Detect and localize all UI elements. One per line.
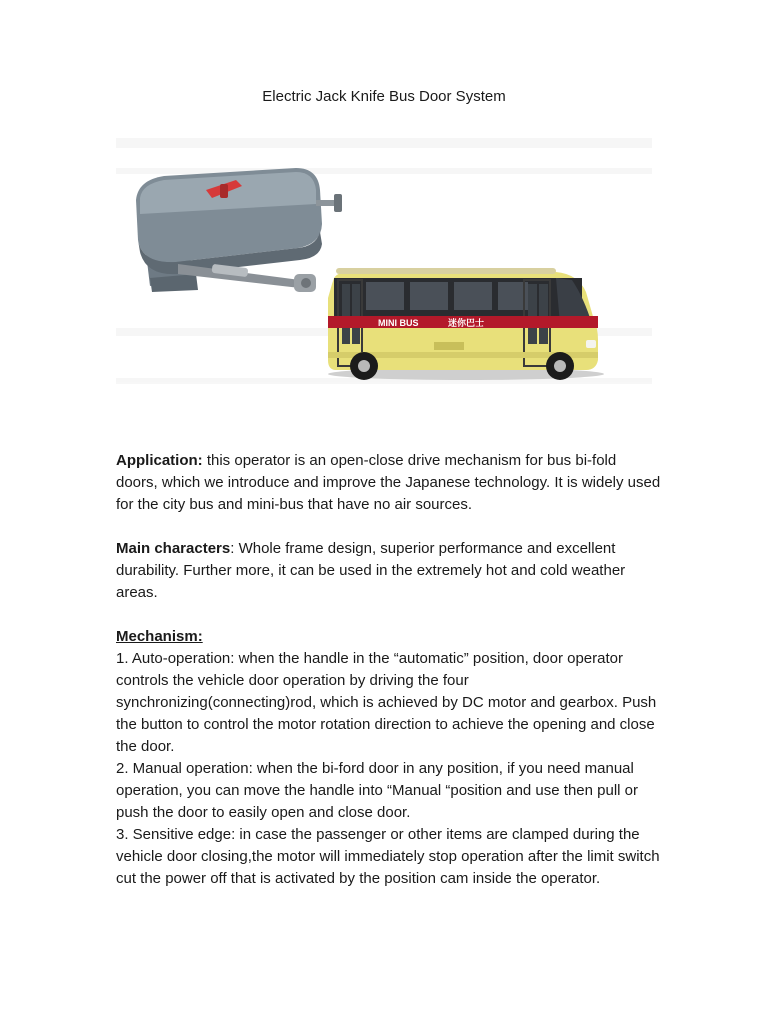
document-body bbox=[116, 450, 661, 890]
mini-bus-icon bbox=[328, 268, 604, 380]
mechanism-heading: Mechanism: bbox=[116, 628, 203, 645]
application-label: Application: bbox=[116, 452, 203, 469]
product-figure bbox=[116, 128, 652, 418]
bus-side-text-cn: 迷你巴士 bbox=[448, 318, 485, 328]
mechanism-item-auto: 1. Auto-operation: when the handle in the “automatic” position, door operator controls the vehicle door operation by driving the four synchronizing(connecting)rod, which is achieved by DC motor and gearbox. Push the button to control the motor rotation direction to achieve the opening and close the door. bbox=[116, 650, 657, 755]
application-paragraph bbox=[116, 450, 661, 516]
page-title: Electric Jack Knife Bus Door System bbox=[262, 88, 506, 105]
main-characters-paragraph bbox=[116, 538, 661, 604]
application-text: this operator is an open-close drive mechanism for bus bi-fold doors, which we introduce and improve the Japanese technology. It is widely used for the city bus and mini-bus that have no air sources. bbox=[116, 452, 661, 513]
bus-side-text: MINI BUS bbox=[378, 318, 419, 328]
mechanism-item-manual: 2. Manual operation: when the bi-ford door in any position, if you need manual operation, you can move the handle into “Manual “position and use then pull or push the door to easily open and close door. bbox=[116, 760, 639, 821]
bus-door-operator-icon bbox=[136, 168, 342, 292]
main-characters-label: Main characters bbox=[116, 540, 231, 557]
mechanism-item-sensitive-edge: 3. Sensitive edge: in case the passenger or other items are clamped during the vehicle door closing,the motor will immediately stop operation after the limit switch cut the power off that is activated by the position cam inside the operator. bbox=[116, 826, 660, 887]
main-characters-text: : Whole frame design, superior performance and excellent durability. Further more, it can be used in the extremely hot and cold weather areas. bbox=[116, 540, 626, 601]
